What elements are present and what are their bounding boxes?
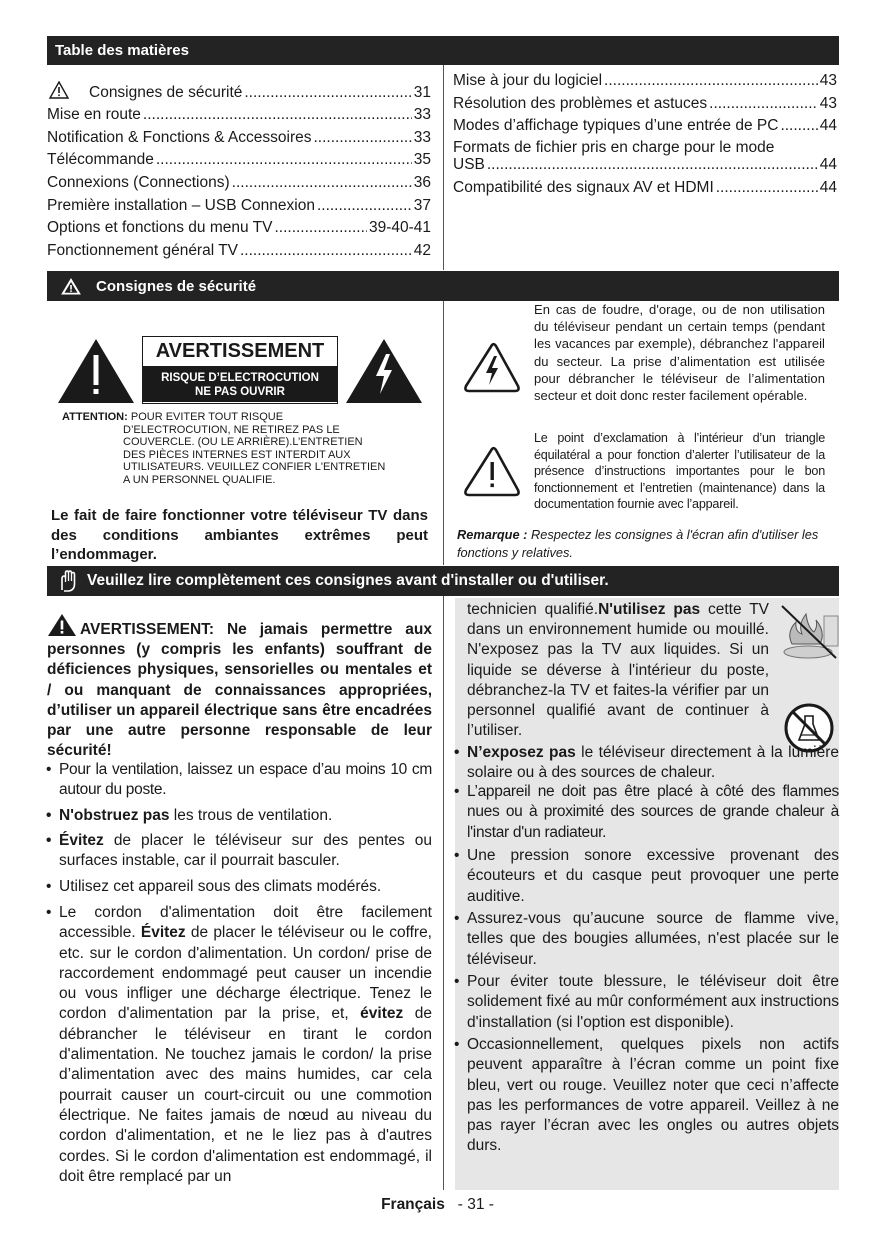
- footer-language: Français: [381, 1196, 445, 1213]
- toc-page: 33: [413, 129, 431, 146]
- toc-entry[interactable]: [453, 175, 837, 197]
- toc-page: 44: [819, 156, 837, 173]
- page-footer: [0, 1196, 875, 1214]
- toc-label: Mise en route: [47, 106, 141, 123]
- toc-page: 43: [819, 95, 837, 112]
- toc-entry[interactable]: [47, 170, 431, 192]
- toc-page: 35: [413, 151, 431, 168]
- toc-label: Fonctionnement général TV: [47, 242, 238, 259]
- list-item-text: Assurez-vous qu’aucune source de flamme vive, telles que des bougies allumées, n'est placée sur le téléviseur.: [467, 910, 839, 968]
- toc-page: 42: [413, 242, 431, 259]
- warning-label-box: [142, 336, 338, 404]
- toc-label: Télécommande: [47, 151, 154, 168]
- toc-page: 44: [819, 179, 837, 196]
- list-item-text: le téléviseur directement à la lumière solaire ou à des sources de chaleur.: [467, 744, 839, 782]
- list-item-bold: N'obstruez pas: [59, 807, 170, 824]
- safety-divider: [443, 301, 444, 565]
- toc-label: Compatibilité des signaux AV et HDMI: [453, 179, 714, 196]
- exclamation-triangle-icon: [57, 338, 135, 404]
- attention-line: D’ELECTROCUTION, NE RETIREZ PAS LE: [123, 423, 340, 436]
- disability-warning: [47, 613, 432, 761]
- list-item-text: de placer le téléviseur sur des pentes ou surfaces instable, car il pourrait basculer.: [59, 832, 432, 870]
- toc-entry[interactable]: [47, 102, 431, 124]
- toc-page: 39-40-41: [368, 219, 431, 236]
- toc-label: USB: [453, 156, 485, 173]
- toc-entry[interactable]: [47, 125, 431, 147]
- toc-page: 33: [413, 106, 431, 123]
- toc-label: Options et fonctions du menu TV: [47, 219, 273, 236]
- disability-warning-text: AVERTISSEMENT: Ne jamais permettre aux personnes (y compris les enfants) souffrant de déficiences physiques, sensorielles ou mentales et / ou manquant de connaissances appropriées, d’utiliser un appareil électrique sans être encadrées par une autre personne responsable de leur sécurité!: [47, 621, 432, 760]
- remark-text: Respectez les consignes à l'écran afin d'utiliser les fonctions y relatives.: [457, 527, 819, 560]
- toc-page: 44: [819, 117, 837, 134]
- toc-page: 36: [413, 174, 431, 191]
- warning-icon: [49, 81, 69, 99]
- remark-label: Remarque :: [457, 527, 528, 542]
- lightning-note: En cas de foudre, d'orage, ou de non utilisation du téléviseur pendant un certain temps (pendant les vacances par exemple), débranchez l'appareil du secteur. La prise d’alimentation est utilisée pour débrancher le téléviseur de l’alimentation secteur et doit donc rester facilement opérable.: [534, 302, 825, 404]
- list-item: • Pour la ventilation, laissez un espace d’au moins 10 cm autour du poste.: [46, 761, 432, 799]
- list-item: • L’appareil ne doit pas être placé à côté des flammes nues ou à proximité des sources de grande chaleur à l'instar d'un radiateur.: [454, 783, 839, 841]
- toc-label-line1: Formats de fichier pris en charge pour le mode: [453, 139, 775, 156]
- list-item: • N'obstruez pas les trous de ventilation.: [46, 807, 333, 824]
- toc-label: Consignes de sécurité: [89, 84, 243, 101]
- list-item: • Évitez de placer le téléviseur sur des pentes ou surfaces instable, car il pourrait basculer.: [46, 832, 432, 870]
- moisture-text-b: cette TV dans un environnement humide ou mouillé. N'exposez pas la TV aux liquides. Si un liquide se déverse à l'intérieur du poste, débranchez-la TV et faites-la vérifier par un personnel qualifié avant de continuer à l’utiliser.: [467, 601, 770, 740]
- lightning-triangle-icon: [345, 338, 423, 404]
- attention-block: [62, 411, 432, 487]
- warning-subtitle-2: NE PAS OUVRIR: [195, 386, 285, 398]
- toc-entry[interactable]: [47, 215, 431, 237]
- attention-label: ATTENTION:: [62, 411, 128, 423]
- list-item: • Occasionnellement, quelques pixels non actifs peuvent apparaître à l’écran comme un point fixe bleu, vert ou rouge. Veuillez noter que ceci n’affecte pas les performances de votre appareil. Veillez à ne pas rayer l’écran avec les ongles ou autres objets durs.: [454, 1036, 839, 1155]
- safety-header: [47, 271, 839, 301]
- extreme-conditions-note: Le fait de faire fonctionner votre téléviseur TV dans des conditions ambiantes extrêmes peut l’endommager.: [51, 507, 428, 563]
- toc-entry[interactable]: [453, 68, 837, 90]
- attention-line: COUVERCLE. (OU LE ARRIÈRE).L’ENTRETIEN: [123, 436, 363, 449]
- toc-title: Table des matières: [55, 42, 189, 59]
- warning-title: AVERTISSEMENT: [143, 337, 337, 367]
- toc-page: 43: [819, 72, 837, 89]
- list-item: • Assurez-vous qu’aucune source de flamme vive, telles que des bougies allumées, n'est placée sur le téléviseur.: [454, 910, 839, 968]
- toc-entry[interactable]: [453, 113, 837, 135]
- hand-icon: [59, 570, 77, 592]
- list-item-text: Pour éviter toute blessure, le téléviseur doit être solidement fixé au mûr conformément aux instructions d'installation (si l'option est disponible).: [467, 973, 839, 1031]
- toc-label: Connexions (Connections): [47, 174, 230, 191]
- warning-icon: [61, 278, 81, 295]
- warning-icon: [47, 613, 77, 637]
- toc-label: Modes d’affichage typiques d’une entrée de PC: [453, 117, 779, 134]
- list-item: • Le cordon d'alimentation doit être facilement accessible. Évitez de placer le téléviseur ou le coffre, etc. sur le cordon d'alimentation. Un cordon/ prise de raccordement endommagé peut causer un incendie ou vous infliger une décharge électrique. Tenez le cordon d'alimentation par la prise, et, évitez de débrancher le téléviseur en tirant le cordon d'alimentation. Ne touchez jamais le cordon/ la prise d’alimentation avec des mains humides, car cela pourrait causer un court-circuit ou une commotion électrique. Ne faites jamais de nœud au niveau du cordon d'alimentation, et ne le liez pas à d'autres cordes. Si le cordon d'alimentation est endommagé, il doit être remplacé par un: [46, 904, 432, 1185]
- page-number: - 31 -: [457, 1196, 494, 1213]
- toc-entry[interactable]: [453, 152, 837, 174]
- list-item: • Utilisez cet appareil sous des climats modérés.: [46, 878, 382, 895]
- list-item-text: L’appareil ne doit pas être placé à côté des flammes nues ou à proximité des sources de grande chaleur à l'instar d'un radiateur.: [467, 783, 839, 841]
- toc-label: Mise à jour du logiciel: [453, 72, 603, 89]
- list-item-text: Occasionnellement, quelques pixels non actifs peuvent apparaître à l’écran comme un point fixe bleu, vert ou rouge. Veuillez noter que ceci n’affecte pas les performances de votre appareil. Veillez à ne pas rayer l’écran avec les ongles ou autres objets durs.: [467, 1036, 839, 1155]
- list-item-text: de débrancher le téléviseur en tirant le cordon d'alimentation. Ne touchez jamais le cordon/ la prise d’alimentation avec des mains humides, car cela pourrait causer un court-circuit ou une commotion électrique. Ne faites jamais de nœud au niveau du cordon d'alimentation, et ne le liez pas à d'autres cordes. Si le cordon d'alimentation est endommagé, il doit être remplacé par un: [59, 1005, 432, 1185]
- list-item-bold: évitez: [360, 1005, 404, 1023]
- exclamation-icon: [463, 446, 521, 498]
- list-item: • Une pression sonore excessive provenant des écouteurs et du casque peut provoquer une perte auditive.: [454, 847, 839, 905]
- lightning-icon: [463, 342, 521, 394]
- toc-page: 37: [413, 197, 431, 214]
- attention-line: POUR EVITER TOUT RISQUE: [130, 411, 284, 423]
- warning-subtitle-1: RISQUE D’ELECTROCUTION: [161, 372, 319, 384]
- list-item-text: Le cordon d'alimentation doit être facilement accessible.: [59, 904, 432, 942]
- attention-line: DES PIÈCES INTERNES EST INTERDIT AUX: [123, 448, 351, 461]
- list-item-bold: Évitez: [59, 832, 104, 849]
- list-item-bold: N’exposez pas: [467, 744, 576, 761]
- list-item: • Pour éviter toute blessure, le téléviseur doit être solidement fixé au mûr conformément aux instructions d'installation (si l'option est disponible).: [454, 973, 839, 1031]
- toc-label: Résolution des problèmes et astuces: [453, 95, 708, 112]
- read-instructions-header: [47, 566, 839, 596]
- toc-entry[interactable]: [47, 80, 431, 102]
- toc-entry[interactable]: [453, 91, 837, 113]
- list-item-text: de placer le téléviseur ou le coffre, etc. sur le cordon d'alimentation. Un cordon/ prise de raccordement endommagé peut causer un incendie ou vous infliger une décharge électrique. Tenez le cordon d'alimentation par la prise, et,: [59, 924, 432, 1023]
- moisture-text-a: technicien qualifié.: [467, 601, 599, 618]
- list-item-text: Pour la ventilation, laissez un espace d’au moins 10 cm autour du poste.: [59, 761, 432, 799]
- toc-divider: [443, 65, 444, 270]
- moisture-bold: N'utilisez pas: [598, 601, 701, 618]
- safety-title: Consignes de sécurité: [96, 277, 257, 295]
- list-item-text: Utilisez cet appareil sous des climats modérés.: [59, 878, 382, 895]
- exclamation-note: Le point d’exclamation à l’intérieur d’un triangle équilatéral a pour fonction d’alerter l’utilisateur de la présence d’instructions importantes pour le bon fonctionnement et l’entretien (maintenance) dans la documentation fournie avec l’appareil.: [534, 431, 825, 512]
- read-divider: [443, 596, 444, 1190]
- toc-entry[interactable]: [47, 238, 431, 260]
- toc-entry[interactable]: [47, 147, 431, 169]
- remark-note: [457, 526, 839, 561]
- toc-header: [47, 36, 839, 65]
- toc-entry[interactable]: [47, 193, 431, 215]
- toc-label: Première installation – USB Connexion: [47, 197, 315, 214]
- toc-label: Notification & Fonctions & Accessoires: [47, 129, 312, 146]
- attention-line: UTILISATEURS. VEUILLEZ CONFIER L'ENTRETIEN: [123, 461, 386, 474]
- list-item-bold: Évitez: [140, 924, 186, 942]
- toc-page: 31: [413, 84, 431, 101]
- list-item: • N’exposez pas le téléviseur directement à la lumière solaire ou à des sources de chaleur.: [454, 744, 839, 782]
- moisture-warning: [467, 600, 839, 748]
- list-item-text: Une pression sonore excessive provenant des écouteurs et du casque peut provoquer une perte auditive.: [467, 847, 839, 905]
- read-instructions-title: Veuillez lire complètement ces consignes avant d'installer ou d'utiliser.: [87, 572, 609, 589]
- attention-line: A UN PERSONNEL QUALIFIE.: [123, 473, 276, 486]
- list-item-text: les trous de ventilation.: [169, 807, 333, 824]
